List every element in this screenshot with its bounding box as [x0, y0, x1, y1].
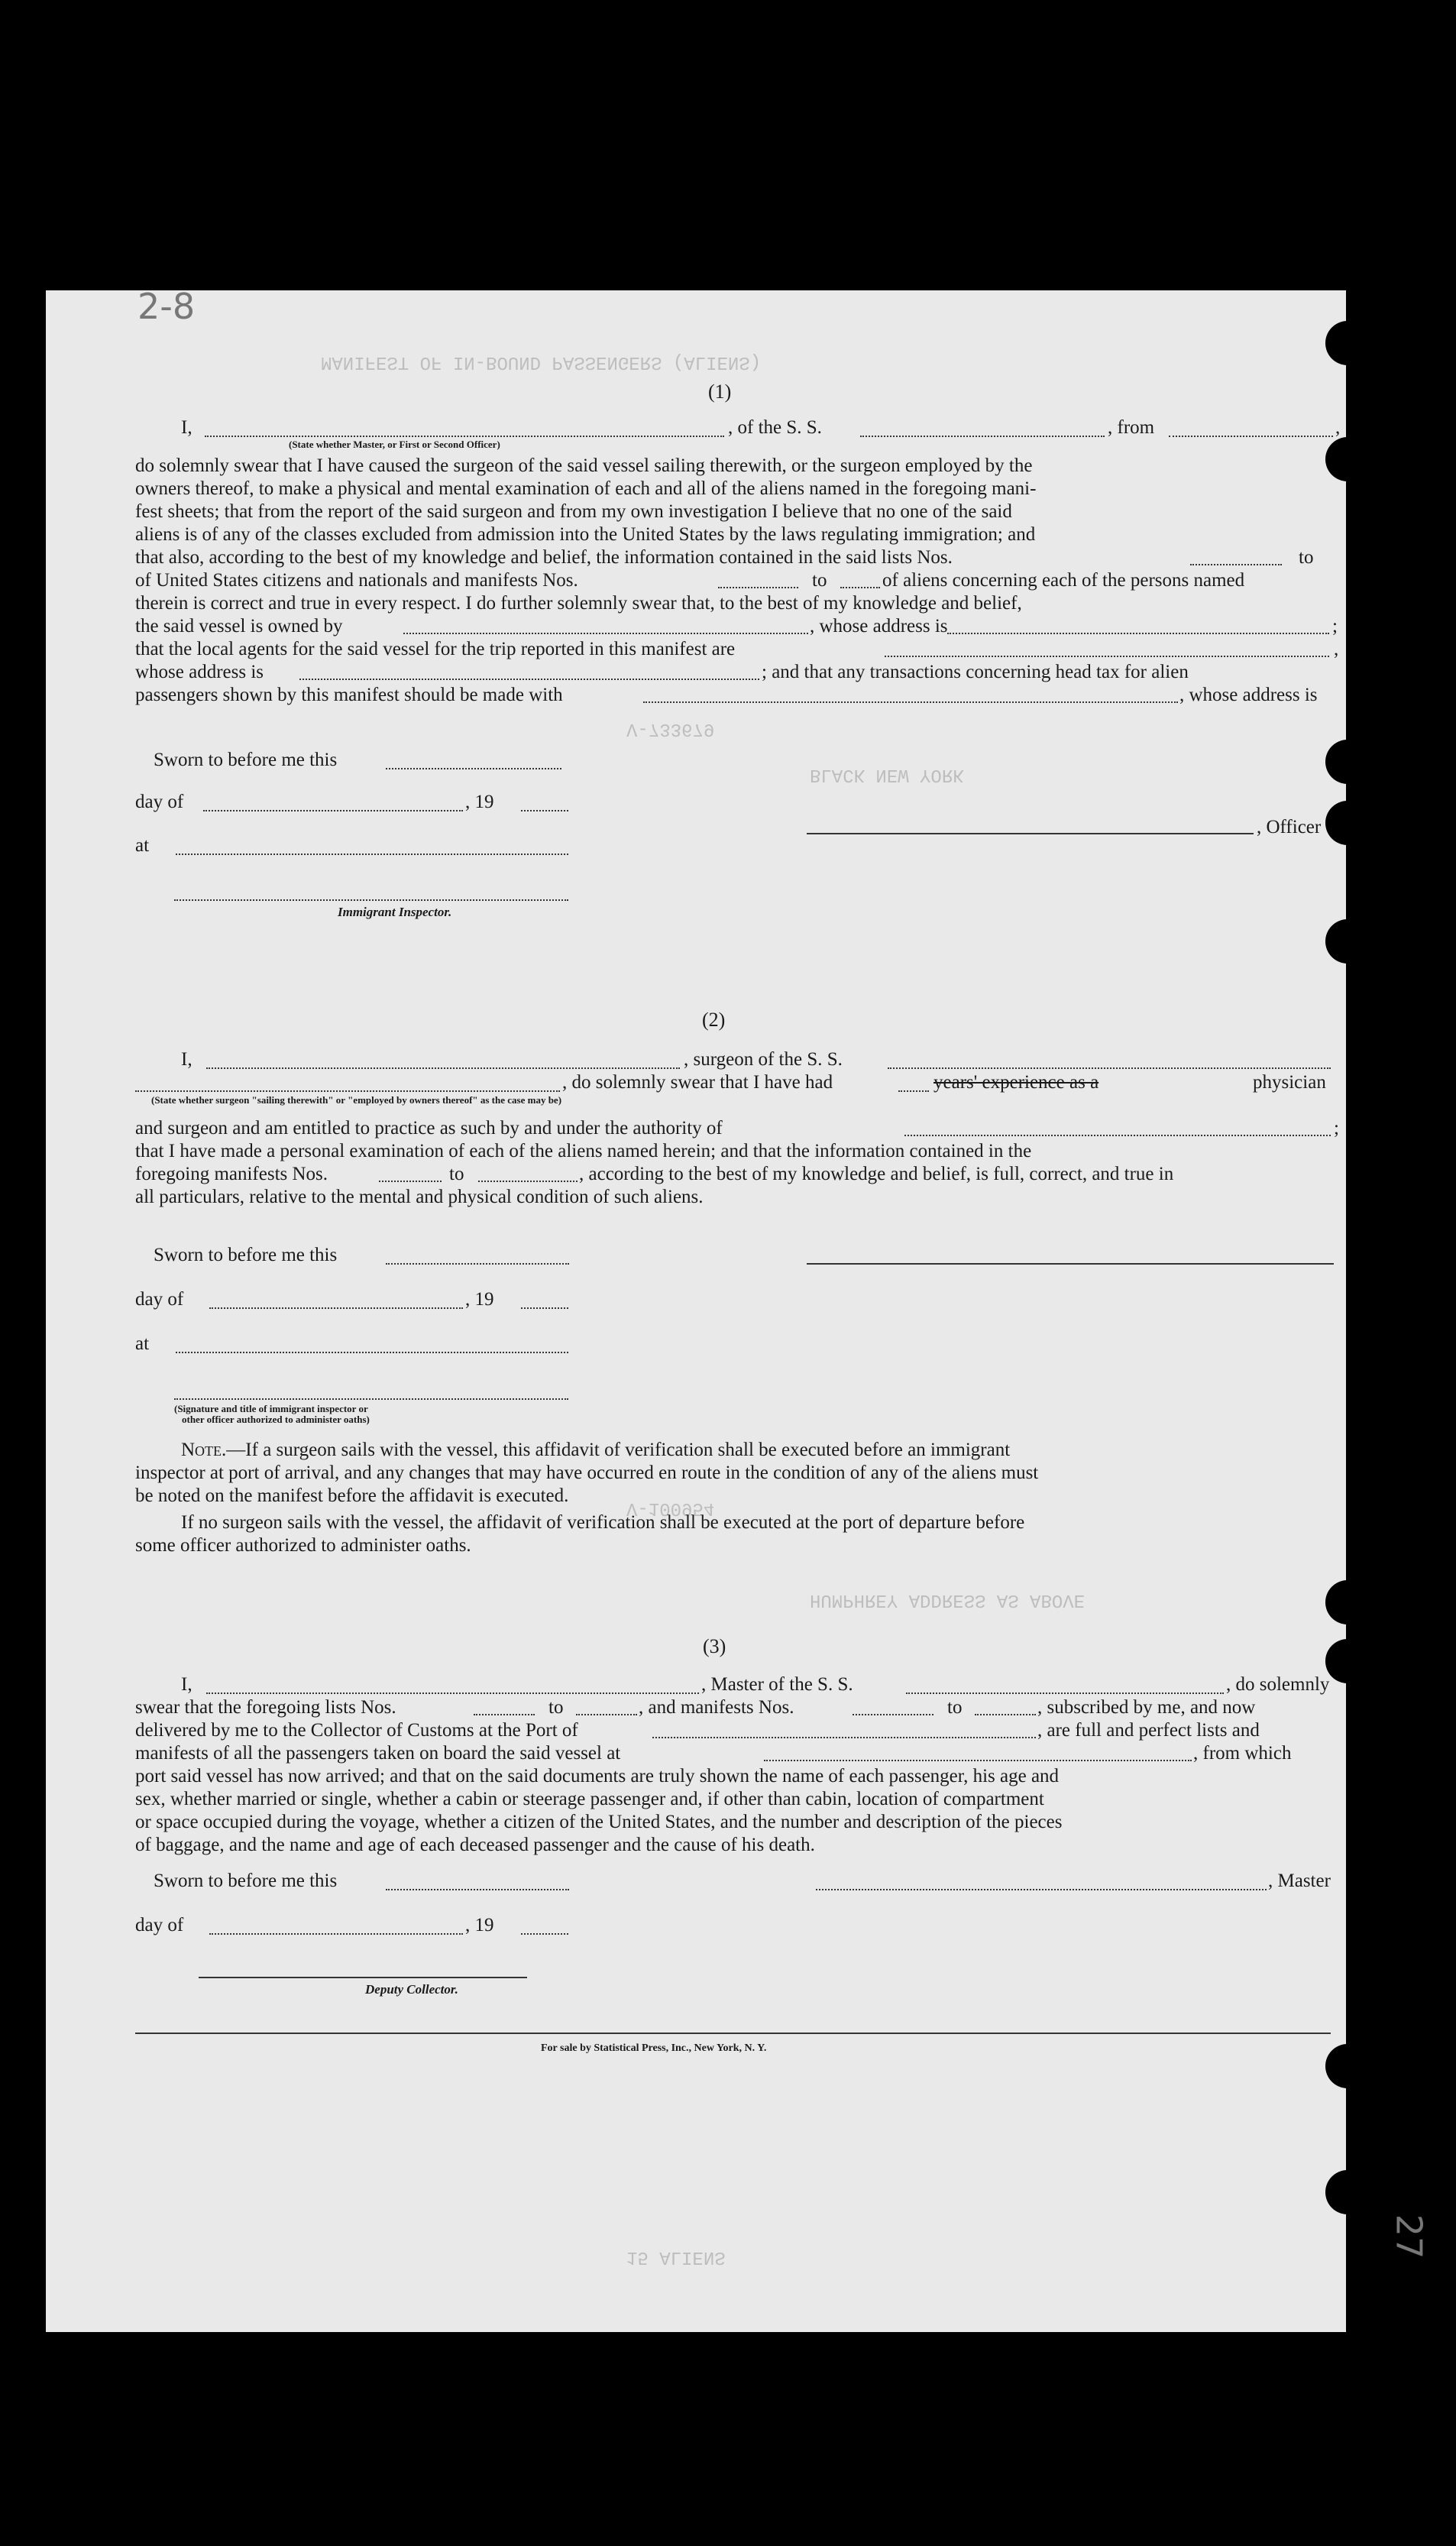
bleed-through-text: BLACK NEW YORK [810, 764, 964, 785]
sec1-text-line: , whose address is [810, 616, 948, 636]
sec1-year-field[interactable] [521, 810, 568, 811]
sec3-line1-i: I, [181, 1674, 193, 1695]
sec1-text-line: aliens is of any of the classes excluded from admission into the United States by the laws regulating immigration; and [135, 524, 1036, 545]
sec2-signature-note: (Signature and title of immigrant inspector or [174, 1403, 368, 1414]
sec1-at-field[interactable] [176, 854, 568, 855]
sec2-dayof: day of [135, 1289, 184, 1310]
footer-printer: For sale by Statistical Press, Inc., New York, N. Y. [541, 2042, 767, 2054]
punch-hole [1325, 1639, 1370, 1683]
sec3-year: , 19 [465, 1915, 494, 1935]
sec1-text-line: passengers shown by this manifest should be made with [135, 685, 563, 705]
sec1-text-line: do solemnly swear that I have caused the surgeon of the said vessel sailing therewith, or the surgeon employed by the [135, 455, 1033, 476]
to-label: to [812, 570, 827, 591]
bleed-through-text: V-733679 [626, 718, 715, 739]
sec3-text-line: sex, whether married or single, whether a cabin or steerage passenger and, if other than cabin, location of compartment [135, 1789, 1044, 1809]
sec3-year-field[interactable] [521, 1933, 568, 1935]
sec3-manifests-from[interactable] [853, 1714, 933, 1715]
sec3-text-line: of baggage, and the name and age of each deceased passenger and the cause of his death. [135, 1835, 815, 1855]
sec2-status-note: (State whether surgeon "sailing therewith" or "employed by owners thereof" as the case may be) [151, 1094, 562, 1106]
sec2-status-field[interactable] [135, 1090, 560, 1092]
sec1-text-line: of aliens concerning each of the persons named [882, 570, 1245, 591]
sec1-officer-line[interactable] [807, 833, 1254, 834]
sec3-line1-ss: , Master of the S. S. [701, 1674, 853, 1695]
sec1-text-line: fest sheets; that from the report of the said surgeon and from my own investigation I believe that no one of the said [135, 501, 1012, 522]
sec2-years-struck: years' experience as a [933, 1072, 1099, 1093]
to-label: to [548, 1697, 564, 1718]
sec2-sworn: Sworn to before me this [154, 1245, 338, 1265]
sec2-note-line: some officer authorized to administer oaths. [135, 1535, 471, 1556]
sec2-note-line [181, 1439, 1010, 1462]
sec1-headtax-field[interactable] [643, 701, 1178, 703]
sec3-line1-solemnly: , do solemnly [1226, 1674, 1330, 1695]
sec2-note-line: be noted on the manifest before the affidavit is executed. [135, 1485, 569, 1506]
sec3-text-line: , subscribed by me, and now [1037, 1697, 1256, 1718]
sec2-signature-note: other officer authorized to administer oaths) [182, 1414, 370, 1425]
sec2-line1-i: I, [181, 1049, 193, 1070]
punch-hole [1325, 740, 1370, 784]
sec2-line2: , do solemnly swear that I have had [562, 1072, 833, 1093]
sec2-manifests-to[interactable] [478, 1181, 578, 1182]
sec1-text-line: therein is correct and true in every respect. I do further solemnly swear that, to the best of my knowledge and belief, [135, 593, 1022, 614]
bleed-through-text: 15 ALIENS [626, 2246, 726, 2267]
sec2-surgeon-signature[interactable] [807, 1263, 1334, 1265]
sec2-signature-line[interactable] [174, 1398, 568, 1400]
section-2-number: (2) [702, 1009, 726, 1031]
footer-rule [135, 2033, 1331, 2034]
sec1-from-field[interactable] [1169, 436, 1333, 437]
sec3-collector-signature[interactable] [199, 1977, 527, 1978]
bleed-through-text: MANIFEST OF IN-BOUND PASSENGERS (ALIENS) [321, 351, 762, 372]
sec1-year: , 19 [465, 792, 494, 812]
punch-hole [1325, 1580, 1370, 1624]
sec3-sworn-date[interactable] [386, 1889, 569, 1890]
sec3-text-line: delivered by me to the Collector of Customs at the Port of [135, 1720, 578, 1741]
sec1-sworn-date[interactable] [386, 768, 561, 769]
sec2-line1-ss: , surgeon of the S. S. [684, 1049, 843, 1070]
sec3-text-line: manifests of all the passengers taken on board the said vessel at [135, 1743, 621, 1764]
sec1-text-line: owners thereof, to make a physical and mental examination of each and all of the aliens named in the foregoing mani- [135, 478, 1037, 499]
sec2-text-line: that I have made a personal examination of each of the aliens named herein; and that the information contained in the [135, 1141, 1032, 1161]
sec2-text-line: and surgeon and am entitled to practice as such by and under the authority of [135, 1118, 723, 1139]
semicolon: ; [1334, 1118, 1339, 1139]
sec1-at: at [135, 835, 150, 856]
sec2-year: , 19 [465, 1289, 494, 1310]
sec1-name-field[interactable] [205, 436, 724, 437]
sec1-line1-ss: , of the S. S. [728, 417, 822, 438]
sec1-ship-field[interactable] [860, 436, 1105, 437]
sec1-lists-from[interactable] [1190, 564, 1282, 565]
sec3-deputy-collector: Deputy Collector. [365, 1982, 458, 1997]
sec3-text-line: , and manifests Nos. [639, 1697, 794, 1718]
sec2-text-line: , according to the best of my knowledge and belief, is full, correct, and true in [579, 1164, 1174, 1184]
sec1-text-line: , whose address is [1179, 685, 1318, 705]
sec3-master-signature[interactable] [816, 1889, 1267, 1890]
sec1-dayof: day of [135, 792, 184, 812]
sec2-day-field[interactable] [209, 1307, 463, 1309]
sec1-day-field[interactable] [203, 810, 463, 811]
sec1-text-line: that also, according to the best of my knowledge and belief, the information contained in the said lists Nos. [135, 547, 953, 568]
punch-hole [1325, 2170, 1370, 2214]
sec1-text-line: the said vessel is owned by [135, 616, 343, 636]
sec3-day-field[interactable] [209, 1933, 463, 1935]
sec3-ship-field[interactable] [906, 1692, 1224, 1694]
sec2-manifests-from[interactable] [379, 1181, 442, 1182]
sec2-text-line: foregoing manifests Nos. [135, 1164, 328, 1184]
sec3-dayof: day of [135, 1915, 184, 1935]
semicolon: ; [1332, 616, 1338, 636]
sec2-at-field[interactable] [176, 1352, 568, 1353]
punch-hole [1325, 321, 1370, 365]
note-text: —If a surgeon sails with the vessel, this affidavit of verification shall be executed before an immigrant [226, 1440, 1011, 1460]
sec1-officer-note: (State whether Master, or First or Second Officer) [289, 439, 500, 450]
bleed-through-text: HUMPHREY ADDRESS AS ABOVE [810, 1589, 1086, 1610]
comma: , [1334, 639, 1339, 659]
sec3-port-field[interactable] [652, 1737, 1036, 1738]
comma: , [1335, 417, 1341, 438]
sec3-lists-from[interactable] [474, 1714, 535, 1715]
sec1-manifests-from[interactable] [718, 587, 798, 588]
sec1-owner-address[interactable] [947, 633, 1329, 634]
sec3-text-line: , are full and perfect lists and [1037, 1720, 1260, 1741]
sec1-line1-from: , from [1108, 417, 1155, 438]
sec2-note-line: If no surgeon sails with the vessel, the affidavit of verification shall be executed at the port of departure before [181, 1512, 1025, 1533]
sec2-note-line: inspector at port of arrival, and any changes that may have occurred en route in the condition of any of the aliens must [135, 1462, 1039, 1483]
section-3-number: (3) [703, 1635, 726, 1657]
sec2-years-field[interactable] [898, 1090, 929, 1092]
to-label: to [947, 1697, 963, 1718]
sec1-immigrant-inspector: Immigrant Inspector. [338, 905, 452, 919]
punch-hole [1325, 919, 1370, 964]
handwritten-mark: 2-8 [138, 286, 196, 327]
sec2-text-line: all particulars, relative to the mental and physical condition of such aliens. [135, 1187, 704, 1207]
sec2-year-field[interactable] [521, 1307, 568, 1309]
sec1-owner-field[interactable] [403, 633, 808, 634]
punch-hole [1325, 2044, 1370, 2088]
sec1-text-line: that the local agents for the said vessel for the trip reported in this manifest are [135, 639, 736, 659]
sec3-text-line: port said vessel has now arrived; and that on the said documents are truly shown the name of each passenger, his age and [135, 1766, 1060, 1786]
sec1-signature-line[interactable] [174, 899, 568, 901]
handwritten-mark: 27 [1388, 2214, 1430, 2259]
sec3-name-field[interactable] [206, 1692, 699, 1694]
sec3-text-line: , from which [1193, 1743, 1292, 1764]
sec1-agents-address[interactable] [299, 679, 759, 680]
sec3-master: , Master [1268, 1871, 1331, 1891]
sec1-text-line: whose address is [135, 662, 264, 682]
punch-hole [1325, 437, 1370, 481]
sec3-sworn: Sworn to before me this [154, 1871, 338, 1891]
sec3-departure-field[interactable] [764, 1760, 1192, 1761]
sec2-at: at [135, 1333, 150, 1354]
punch-hole [1325, 801, 1370, 845]
sec3-lists-to[interactable] [576, 1714, 637, 1715]
sec3-manifests-to[interactable] [975, 1714, 1036, 1715]
sec1-sworn: Sworn to before me this [154, 750, 338, 770]
sec2-ship-field[interactable] [888, 1067, 1331, 1069]
sec2-sworn-date[interactable] [386, 1263, 569, 1265]
to-label: to [449, 1164, 464, 1184]
sec2-physician: physician [1253, 1072, 1326, 1093]
sec2-authority-field[interactable] [904, 1135, 1331, 1136]
sec1-line1-i: I, [181, 417, 193, 438]
sec3-text-line: swear that the foregoing lists Nos. [135, 1697, 396, 1718]
section-1-number: (1) [708, 381, 732, 403]
sec3-text-line: or space occupied during the voyage, whether a citizen of the United States, and the number and description of the pieces [135, 1812, 1063, 1832]
sec1-agents-field[interactable] [885, 656, 1329, 657]
to-label: to [1299, 547, 1314, 568]
sec1-text-line: ; and that any transactions concerning head tax for alien [762, 662, 1189, 682]
sec1-text-line: of United States citizens and nationals and manifests Nos. [135, 570, 578, 591]
note-label: Note. [181, 1440, 227, 1460]
sec2-name-field[interactable] [206, 1067, 680, 1069]
manifest-page [46, 286, 1430, 2332]
bleed-through-text: V-100954 [626, 1498, 715, 1518]
sec1-manifests-to[interactable] [840, 587, 880, 588]
sec1-officer: , Officer [1257, 817, 1322, 837]
